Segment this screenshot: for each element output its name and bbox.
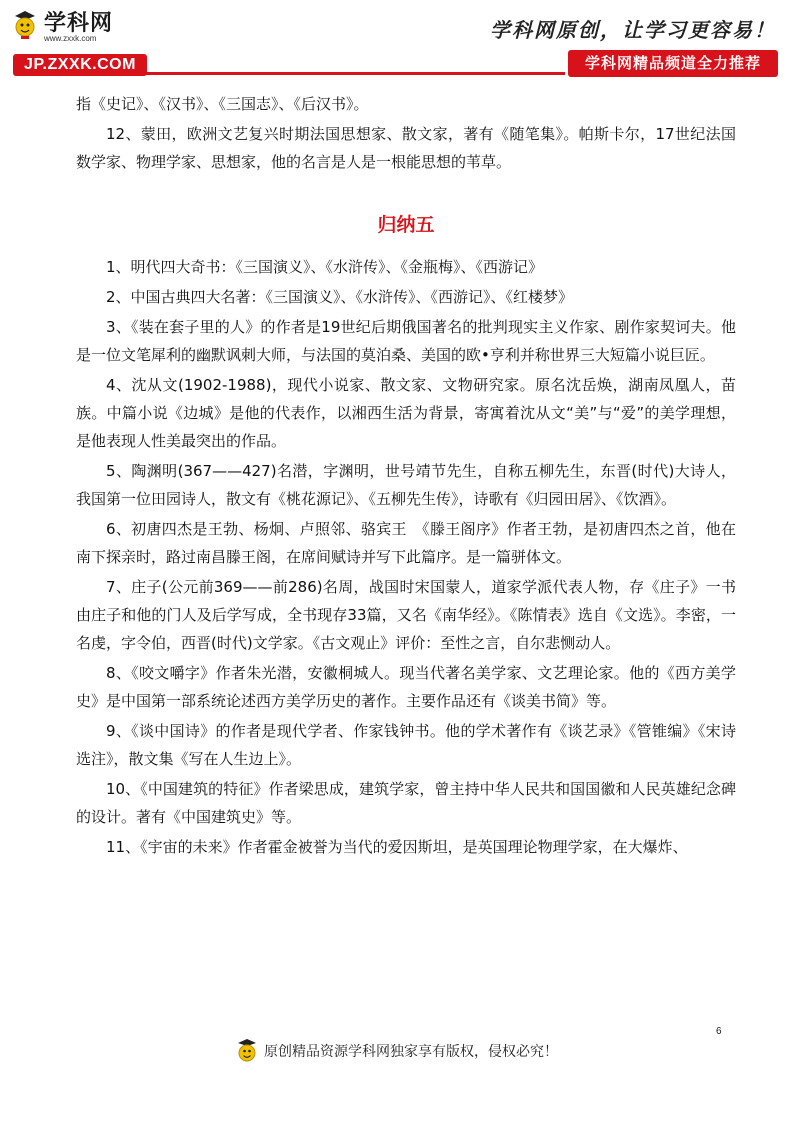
list-item: 2、中国古典四大名著：《三国演义》、《水浒传》、《西游记》、《红楼梦》 (106, 288, 574, 306)
header-divider (145, 72, 565, 75)
list-item: 6、初唐四杰是王勃、杨炯、卢照邻、骆宾王 《滕王阁序》作者王勃，是初唐四杰之首，他在南下探亲时，路过南昌滕王阁，在席间赋诗并写下此篇序。是一篇骈体文。 (76, 520, 736, 566)
list-item: 1、明代四大奇书：《三国演义》、《水浒传》、《金瓶梅》、《西游记》 (106, 258, 544, 276)
site-badge[interactable]: JP.ZXXK.COM (13, 54, 147, 76)
page-footer (236, 1036, 558, 1066)
mascot-footer-icon (236, 1038, 258, 1064)
document-body (76, 90, 736, 863)
header-slogan: 学科网原创，让学习更容易！ (490, 18, 776, 42)
section-title: 归纳五 (377, 214, 435, 236)
list-item: 7、庄子(公元前369——前286)名周，战国时宋国蒙人，道家学派代表人物，存《庄子》一书由庄子和他的门人及后学写成，全书现存33篇，又名《南华经》。《陈情表》选自《文选》。李密，一名虔，字令伯，西晋(时代)文学家。《古文观止》评价：至性之言，自尔悲恻动人。 (76, 578, 736, 652)
footer-copyright: 原创精品资源学科网独家享有版权，侵权必究！ (264, 1044, 558, 1060)
page-number: 6 (716, 1026, 722, 1037)
section-paragraphs (76, 253, 736, 861)
list-item: 8、《咬文嚼字》作者朱光潜，安徽桐城人。现当代著名美学家、文艺理论家。他的《西方美学史》是中国第一部系统论述西方美学历史的著作。主要作品还有《谈美书简》等。 (76, 664, 736, 710)
continued-paragraph: 指《史记》、《汉书》、《三国志》、《后汉书》。 (76, 95, 369, 113)
recommend-banner: 学科网精品频道全力推荐 (568, 50, 778, 77)
list-item: 5、陶渊明(367——427)名潜，字渊明，世号靖节先生，自称五柳先生，东晋(时代)大诗人，我国第一位田园诗人，散文有《桃花源记》、《五柳先生传》，诗歌有《归园田居》、《饮酒》。 (76, 462, 736, 508)
site-logo-name[interactable]: 学科网 (44, 11, 114, 36)
list-item: 4、沈从文(1902-1988)，现代小说家、散文家、文物研究家。原名沈岳焕，湖南凤凰人，苗族。中篇小说《边城》是他的代表作，以湘西生活为背景，寄寓着沈从文“美”与“爱”的美学理想，是他表现人性美最突出的作品。 (76, 376, 736, 450)
list-item: 10、《中国建筑的特征》作者梁思成，建筑学家，曾主持中华人民共和国国徽和人民英雄纪念碑的设计。著有《中国建筑史》等。 (76, 780, 736, 826)
list-item: 11、《宇宙的未来》作者霍金被誉为当代的爱因斯坦，是英国理论物理学家，在大爆炸、 (106, 838, 688, 856)
list-item: 3、《装在套子里的人》的作者是19世纪后期俄国著名的批判现实主义作家、剧作家契诃夫。他是一位文笔犀利的幽默讽刺大师，与法国的莫泊桑、美国的欧•亨利并称世界三大短篇小说巨匠。 (76, 318, 736, 364)
list-item: 12、蒙田，欧洲文艺复兴时期法国思想家、散文家，著有《随笔集》。帕斯卡尔，17世纪法国数学家、物理学家、思想家，他的名言是人是一根能思想的苇草。 (76, 125, 736, 171)
paragraphs-before-section (76, 120, 736, 176)
mascot-logo-icon (12, 10, 38, 40)
site-url: www.zxxk.com (44, 34, 97, 43)
page-header (0, 0, 800, 80)
list-item: 9、《谈中国诗》的作者是现代学者、作家钱钟书。他的学术著作有《谈艺录》《管锥编》《宋诗选注》，散文集《写在人生边上》。 (76, 722, 736, 768)
